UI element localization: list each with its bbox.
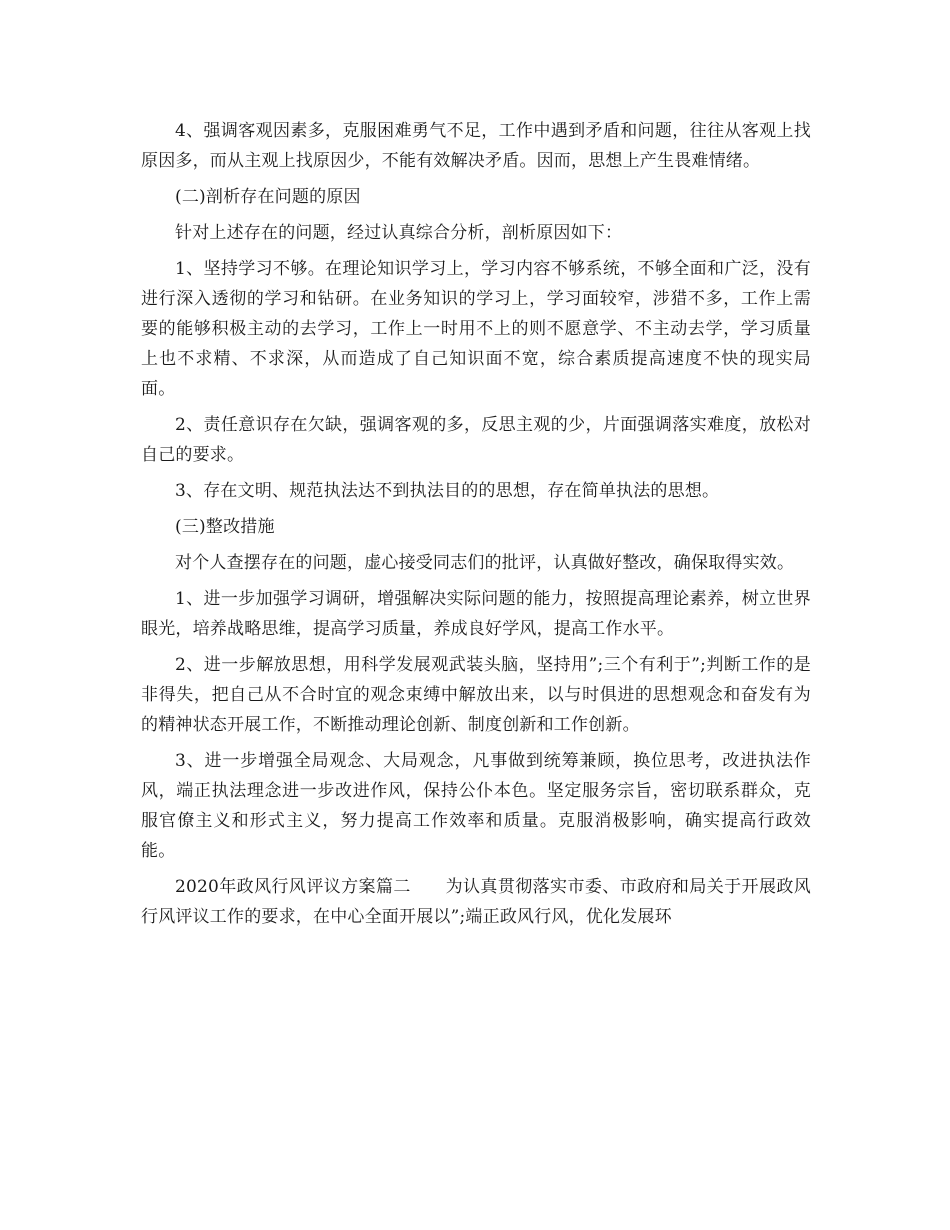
- paragraph-cause-2: 2、责任意识存在欠缺，强调客观的多，反思主观的少，片面强调落实难度，放松对自己的要求。: [141, 415, 811, 465]
- section-heading-measures: (三)整改措施: [175, 517, 275, 537]
- paragraph-measures-intro: 对个人查摆存在的问题，虚心接受同志们的批评，认真做好整改，确保取得实效。: [175, 553, 795, 573]
- paragraph-measure-2: 2、进一步解放思想，用科学发展观武装头脑，坚持用”;三个有利于”;判断工作的是非得失，把自己从不合时宜的观念束缚中解放出来，以与时俱进的思想观念和奋发有为的精神状态开展工作，不断推动理论创新、制度创新和工作创新。: [141, 655, 811, 735]
- section-heading-causes: (二)剖析存在问题的原因: [175, 187, 361, 207]
- paragraph-plan-two: 2020年政风行风评议方案篇二 为认真贯彻落实市委、市政府和局关于开展政风行风评议工作的要求，在中心全面开展以”;端正政风行风，优化发展环: [141, 877, 811, 927]
- paragraph-cause-3: 3、存在文明、规范执法达不到执法目的的思想，存在简单执法的思想。: [175, 481, 720, 501]
- paragraph-cause-1: 1、坚持学习不够。在理论知识学习上，学习内容不够系统，不够全面和广泛，没有进行深入透彻的学习和钻研。在业务知识的学习上，学习面较窄，涉猎不多，工作上需要的能够积极主动的去学习，工作上一时用不上的则不愿意学、不主动去学，学习质量上也不求精、不求深，从而造成了自己知识面不宽，综合素质提高速度不快的现实局面。: [141, 259, 811, 399]
- document-body: [141, 116, 811, 938]
- paragraph-analysis-intro: 针对上述存在的问题，经过认真综合分析，剖析原因如下：: [175, 223, 623, 243]
- paragraph-point-4: 4、强调客观因素多，克服困难勇气不足，工作中遇到矛盾和问题，往往从客观上找原因多，而从主观上找原因少，不能有效解决矛盾。因而，思想上产生畏难情绪。: [141, 121, 811, 171]
- paragraph-measure-3: 3、进一步增强全局观念、大局观念，凡事做到统筹兼顾，换位思考，改进执法作风，端正执法理念进一步改进作风，保持公仆本色。坚定服务宗旨，密切联系群众，克服官僚主义和形式主义，努力提高工作效率和质量。克服消极影响，确实提高行政效能。: [141, 751, 811, 861]
- paragraph-measure-1: 1、进一步加强学习调研，增强解决实际问题的能力，按照提高理论素养，树立世界眼光，培养战略思维，提高学习质量，养成良好学风，提高工作水平。: [141, 589, 811, 639]
